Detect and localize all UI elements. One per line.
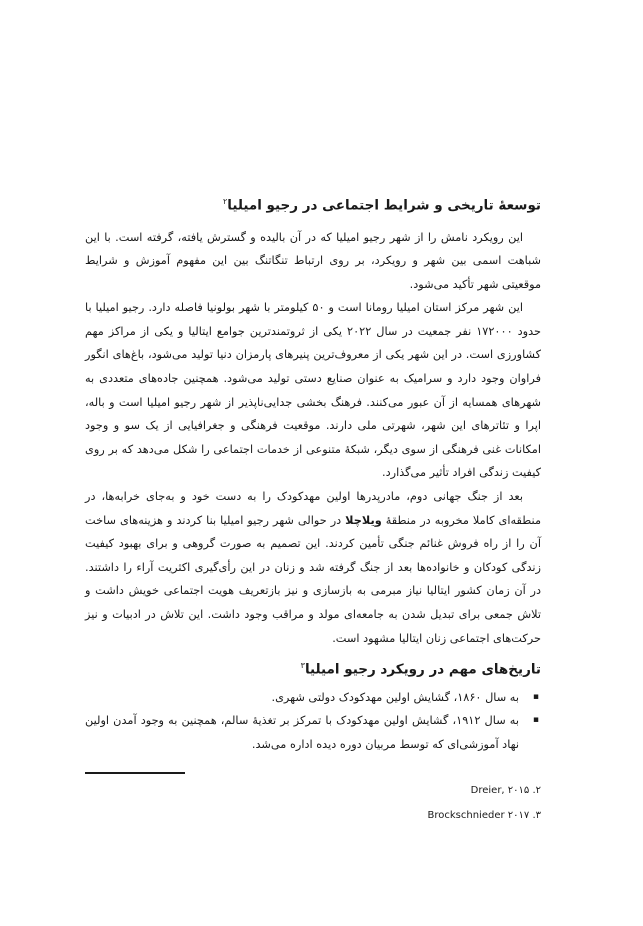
footnote-ref: ۳ bbox=[300, 661, 305, 671]
bold-term: ویلاچلا bbox=[345, 513, 382, 527]
paragraph-text: در حوالی شهر رجیو امیلیا بنا کردند و هزینه‌های ساخت آن را از راه فروش غنائم جنگی تأمین کردند. این تصمیم به صورت گروهی و برای بهبود کیفیت زندگی کودکان و خانواده‌ها بعد از جنگ گرفته شد و زنان در این رأی‌گیری اکثریت آراء را داشتند. در آن زمان کشور ایتالیا نیاز مبرمی به بازسازی و نیز بازتعریف هویت اجتماعی خویش داشت و تلاش جمعی برای تبدیل شدن به جامعه‌ای مولد و مراقب وجود داشت. این تلاش در ادبیات و نیز حرکت‌های اجتماعی زنان ایتالیا مشهود است. bbox=[85, 513, 541, 645]
footnote: Brockschnieder ۲۰۱۷ .۳ bbox=[427, 810, 541, 821]
footnote-separator bbox=[85, 772, 185, 774]
paragraph: این رویکرد نامش را از شهر رجیو امیلیا که در آن بالیده و گسترش یافته، گرفته است. با این شباهت اسمی بین شهر و رویکرد، بر روی ارتباط تنگاتنگ بین این مفهوم آموزش و شرایط موقعیتی شهر تأکید می‌شود. bbox=[85, 230, 541, 291]
list-item bbox=[85, 686, 541, 710]
list-item-text: به سال ۱۸۶۰، گشایش اولین مهدکودک دولتی شهری. bbox=[271, 690, 519, 704]
list-item bbox=[85, 709, 541, 756]
section-heading bbox=[85, 190, 541, 218]
footnote: Dreier, ۲۰۱۵ .۲ bbox=[470, 785, 541, 796]
paragraph-text: بعد از جنگ جهانی دوم، مادرپدرها اولین مهدکودک را به دست خود و به‌جای خرابه‌ها، در منطقه‌ای کاملا مخروبه در منطقهٔ bbox=[85, 490, 541, 527]
section-heading-text: توسعهٔ تاریخی و شرایط اجتماعی در رجیو امیلیا bbox=[227, 197, 541, 214]
list-item-text: به سال ۱۹۱۲، گشایش اولین مهدکودک با تمرکز بر تغذیهٔ سالم، همچنین به وجود آمدن اولین نهاد آموزشی‌ای که توسط مربیان دوره دیده اداره می‌شد. bbox=[85, 714, 519, 751]
footnote-ref: ۲ bbox=[222, 197, 228, 206]
bullet-list bbox=[85, 686, 541, 757]
bullet-icon: ▪ bbox=[532, 691, 539, 702]
paragraph: این شهر مرکز استان امیلیا رومانا است و ۵۰ کیلومتر با شهر بولونیا فاصله دارد. رجیو امیلیا با حدود ۱۷۲۰۰۰ نفر جمعیت در سال ۲۰۲۲ یکی از ثروتمندترین جوامع ایتالیا و یکی از مراکز مهم کشاورزی است. در این شهر یکی از معروف‌ترین پنیرهای پارمزان دنیا تولید می‌شود، باغ‌های انگور فراوان وجود دارد و سرامیک به عنوان صنایع دستی تولید می‌شود. همچنین جاده‌های متعددی به شهرهای همسایه از آن عبور می‌کنند. فرهنگ بخشی جدایی‌ناپذیر از شهر رجیو امیلیا است و باله، اپرا و تئاترهای این شهر، شهرتی ملی دارند. موقعیت فرهنگی و جغرافیایی از یک سو و وجود امکانات غنی فرهنگی از سوی دیگر، شبکهٔ متنوعی از خدمات اجتماعی را شکل می‌دهد که بر روی کیفیت زندگی افراد تأثیر می‌گذارد. bbox=[85, 301, 541, 480]
page-body bbox=[85, 190, 541, 756]
section-heading bbox=[85, 654, 541, 682]
section-heading-text: تاریخ‌های مهم در رویکرد رجیو امیلیا bbox=[304, 661, 541, 678]
bullet-icon: ▪ bbox=[532, 715, 539, 726]
paragraph bbox=[85, 485, 541, 650]
